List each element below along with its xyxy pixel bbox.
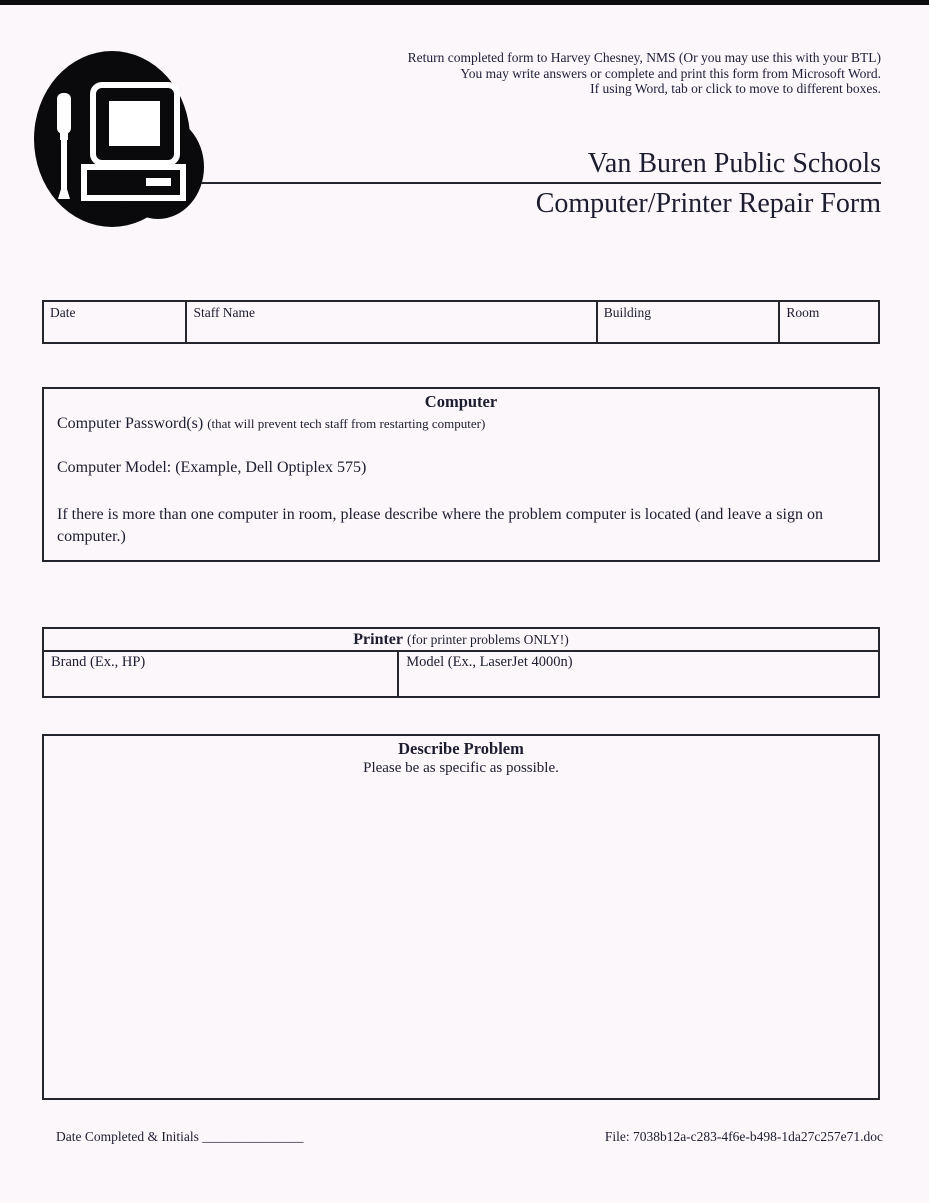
organization-title: Van Buren Public Schools: [587, 148, 881, 179]
form-instructions: [281, 50, 881, 97]
date-completed-label: Date Completed & Initials: [56, 1129, 199, 1144]
building-label: Building: [603, 305, 652, 320]
date-field[interactable]: [44, 302, 187, 342]
printer-section-title: Printer: [353, 631, 403, 648]
printer-model-field[interactable]: [399, 652, 878, 696]
printer-model-label: Model (Ex., LaserJet 4000n): [406, 654, 573, 670]
computer-password-note: (that will prevent tech staff from restarting computer): [207, 416, 486, 431]
printer-brand-field[interactable]: [44, 652, 399, 696]
problem-section-title: Describe Problem: [398, 739, 524, 758]
date-completed-field[interactable]: [56, 1129, 303, 1145]
printer-fields-row: [44, 652, 878, 696]
computer-model-label: Computer Model: (Example, Dell Optiplex 575): [57, 459, 367, 476]
instruction-line-2: You may write answers or complete and print this form from Microsoft Word.: [460, 65, 881, 81]
file-name: File: 7038b12a-c283-4f6e-b498-1da27c257e71.doc: [604, 1129, 883, 1144]
info-table: [42, 300, 880, 344]
room-label: Room: [786, 305, 820, 320]
title-divider: [201, 182, 881, 184]
computer-location-field[interactable]: [44, 504, 878, 548]
page-title: Computer/Printer Repair Form: [535, 188, 881, 219]
computer-section-title: Computer: [424, 392, 498, 411]
computer-password-field[interactable]: [44, 415, 878, 433]
computer-password-label: Computer Password(s): [57, 415, 204, 432]
printer-brand-label: Brand (Ex., HP): [51, 654, 146, 670]
printer-section-note: (for printer problems ONLY!): [407, 632, 569, 647]
computer-repair-logo: [30, 47, 206, 233]
room-field[interactable]: [780, 302, 878, 342]
scan-edge-bar: [0, 0, 929, 5]
problem-section-subtitle: Please be as specific as possible.: [363, 760, 559, 776]
instruction-line-3: If using Word, tab or click to move to different boxes.: [590, 81, 881, 96]
computer-section: [42, 387, 880, 562]
building-field[interactable]: [598, 302, 781, 342]
staff-name-field[interactable]: [187, 302, 597, 342]
computer-with-screwdriver-icon: [30, 47, 206, 233]
computer-location-note: If there is more than one computer in room, please describe where the problem computer is located (and leave a sign on computer.): [57, 506, 823, 545]
date-label: Date: [50, 305, 76, 320]
problem-description-field[interactable]: [42, 734, 880, 1100]
staff-name-label: Staff Name: [193, 305, 256, 320]
instruction-line-1: Return completed form to Harvey Chesney, NMS (Or you may use this with your BTL): [407, 50, 881, 65]
printer-section-header: [44, 629, 878, 652]
date-completed-blank: _______________: [202, 1129, 304, 1144]
computer-model-field[interactable]: [44, 459, 878, 477]
printer-section: [42, 627, 880, 698]
